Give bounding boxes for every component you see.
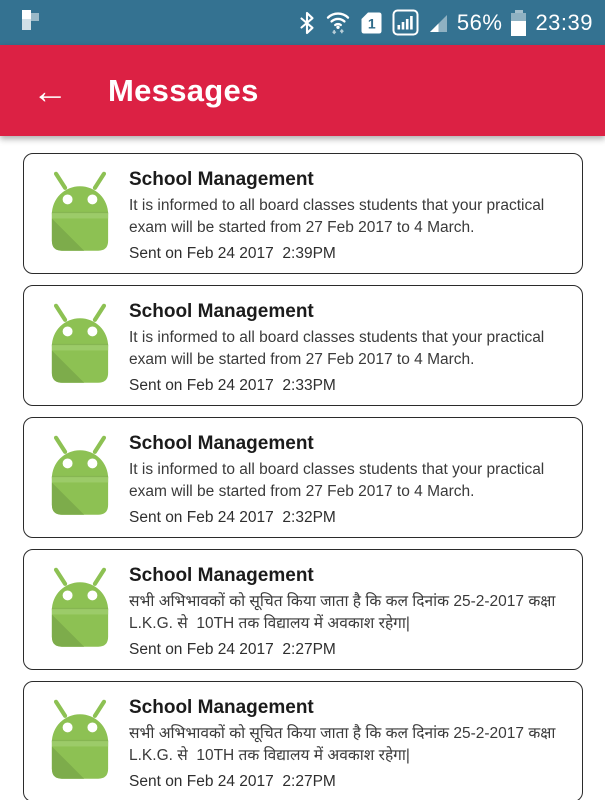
message-body: It is informed to all board classes students that your practical exam will be started from 27 Feb 2017 to 4 March. <box>129 197 549 236</box>
android-robot-icon <box>40 696 120 782</box>
message-sent-timestamp: Sent on Feb 24 2017 2:39PM <box>129 245 336 262</box>
message-body: सभी अभिभावकों को सूचित किया जाता है कि कल दिनांक 25-2-2017 कक्षा L.K.G. से 10TH तक विद्यालय में अवकाश रहेगा| <box>129 725 560 764</box>
message-sent-timestamp: Sent on Feb 24 2017 2:27PM <box>129 773 336 790</box>
message-card[interactable] <box>23 417 583 538</box>
status-bar <box>0 0 605 45</box>
message-sent-timestamp: Sent on Feb 24 2017 2:27PM <box>129 641 336 658</box>
message-text <box>129 166 568 263</box>
message-title: School Management <box>129 565 314 586</box>
page-title: Messages <box>108 72 259 108</box>
flipboard-icon <box>18 7 44 38</box>
message-card[interactable] <box>23 681 583 800</box>
bluetooth-icon <box>298 11 316 35</box>
message-text <box>129 430 568 527</box>
message-title: School Management <box>129 169 314 190</box>
message-card[interactable] <box>23 285 583 406</box>
android-robot-icon <box>40 564 120 650</box>
wifi-icon <box>325 10 351 36</box>
message-text <box>129 562 568 659</box>
clock: 23:39 <box>535 9 593 35</box>
android-robot-icon <box>40 432 120 518</box>
app-bar <box>0 45 605 136</box>
message-list <box>0 136 605 800</box>
message-title: School Management <box>129 433 314 454</box>
signal-secondary-icon <box>428 11 448 35</box>
message-card[interactable] <box>23 549 583 670</box>
message-text <box>129 694 568 791</box>
svg-text:1: 1 <box>367 15 376 31</box>
message-sent-timestamp: Sent on Feb 24 2017 2:32PM <box>129 509 336 526</box>
message-title: School Management <box>129 697 314 718</box>
message-sent-timestamp: Sent on Feb 24 2017 2:33PM <box>129 377 336 394</box>
message-body: It is informed to all board classes students that your practical exam will be started from 27 Feb 2017 to 4 March. <box>129 329 549 368</box>
signal-strength-icon <box>392 9 419 36</box>
status-bar-right <box>298 9 593 36</box>
message-card[interactable] <box>23 153 583 274</box>
back-button[interactable]: ← <box>32 69 68 111</box>
battery-icon <box>511 10 526 36</box>
message-text <box>129 298 568 395</box>
status-bar-left <box>18 7 44 38</box>
sim-card-icon <box>360 11 383 35</box>
android-robot-icon <box>40 168 120 254</box>
android-robot-icon <box>40 300 120 386</box>
battery-percent: 56% <box>456 9 503 35</box>
message-body: It is informed to all board classes students that your practical exam will be started from 27 Feb 2017 to 4 March. <box>129 461 549 500</box>
message-body: सभी अभिभावकों को सूचित किया जाता है कि कल दिनांक 25-2-2017 कक्षा L.K.G. से 10TH तक विद्यालय में अवकाश रहेगा| <box>129 593 560 632</box>
message-title: School Management <box>129 301 314 322</box>
